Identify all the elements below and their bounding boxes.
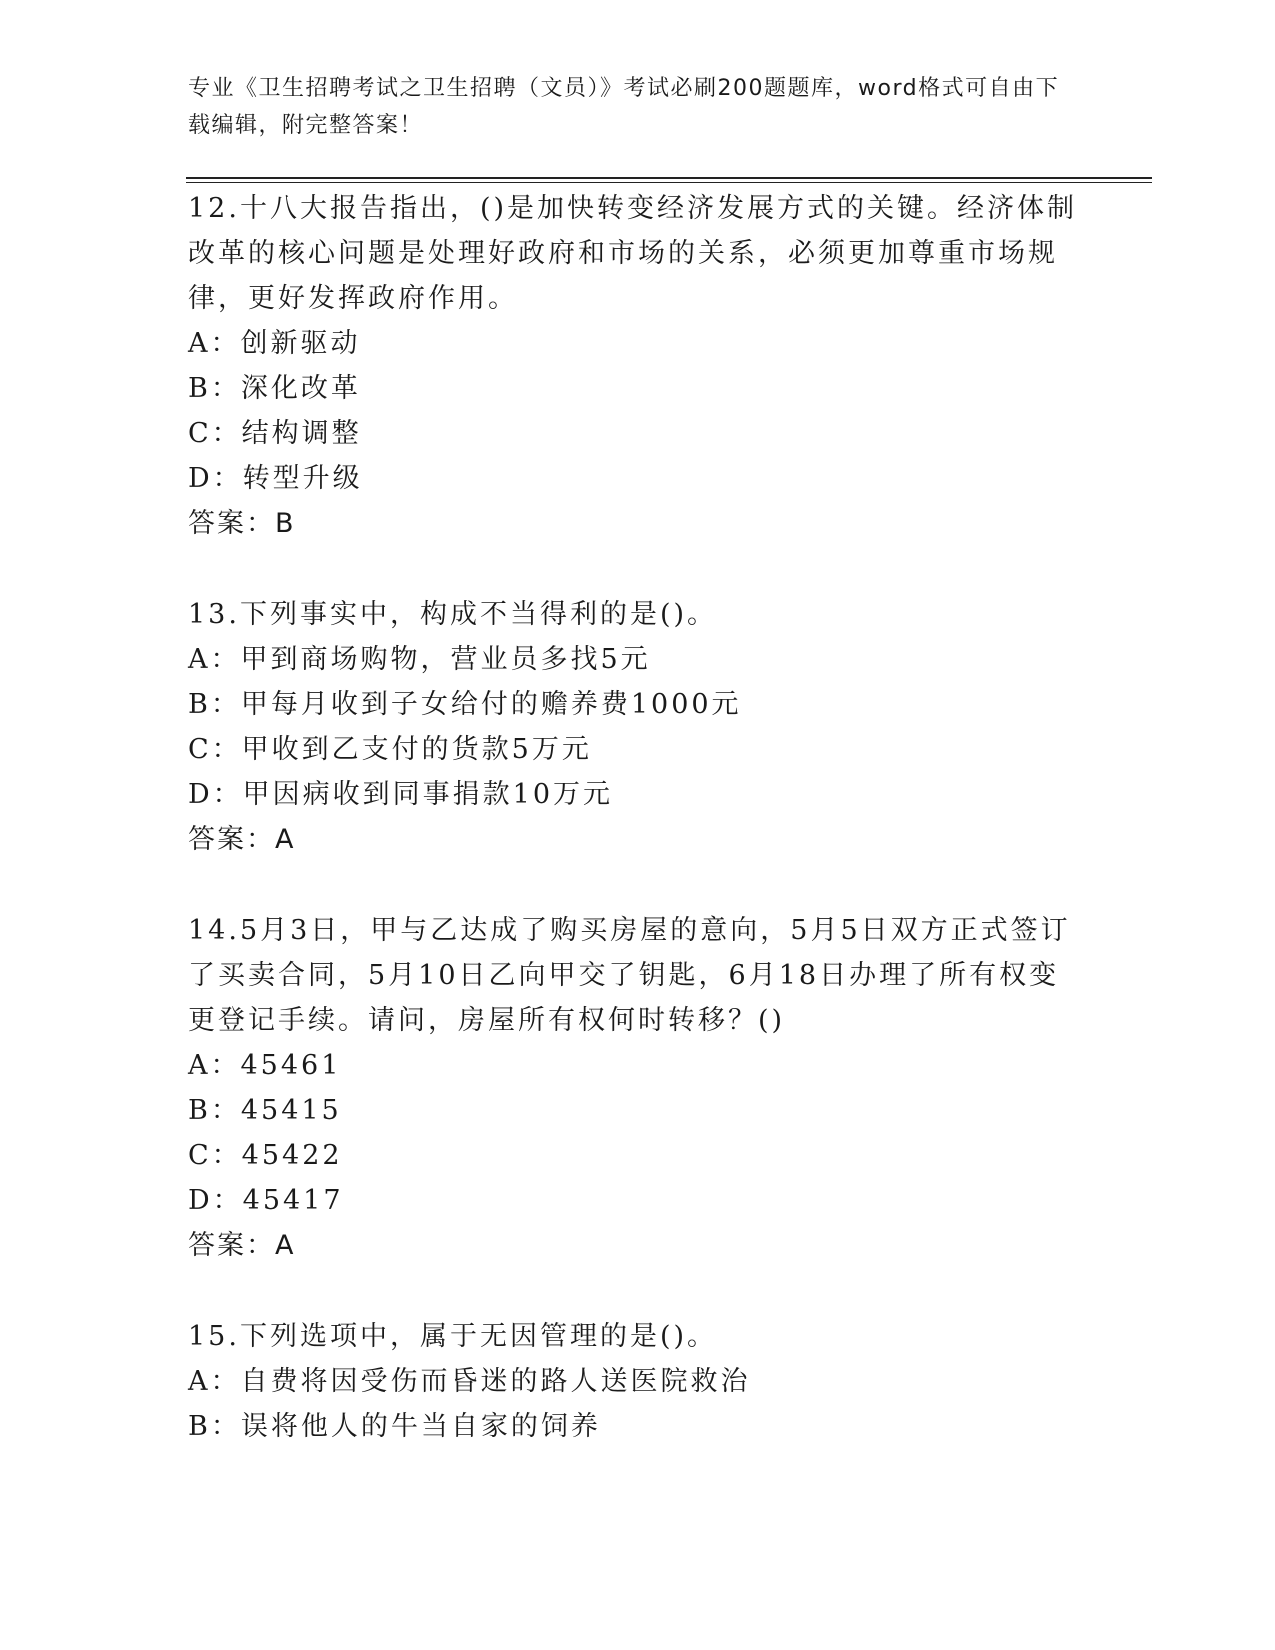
option-a: A：创新驱动 [188, 328, 361, 359]
document-header: 专业《卫生招聘考试之卫生招聘（文员）》考试必刷200题题库，word格式可自由下载编辑，附完整答案！ [188, 76, 1060, 138]
question-stem: 14.5月3日，甲与乙达成了购买房屋的意向，5月5日双方正式签订了买卖合同，5月10日乙向甲交了钥匙，6月18日办理了所有权变更登记手续。请问，房屋所有权何时转移？() [188, 915, 1071, 1036]
option-c: C：45422 [188, 1140, 343, 1171]
option-d: D：甲因病收到同事捐款10万元 [188, 779, 614, 810]
option-a: A：甲到商场购物，营业员多找5元 [188, 644, 651, 675]
option-c: C：结构调整 [188, 418, 362, 449]
option-c: C：甲收到乙支付的货款5万元 [188, 734, 592, 765]
question-12 [188, 186, 1088, 546]
answer: 答案：B [188, 508, 296, 539]
question-stem: 12.十八大报告指出，()是加快转变经济发展方式的关键。经济体制改革的核心问题是处理好政府和市场的关系，必须更加尊重市场规律，更好发挥政府作用。 [188, 193, 1078, 314]
question-list [188, 186, 1088, 1495]
header-rule-thick [186, 177, 1152, 179]
question-stem: 13.下列事实中，构成不当得利的是()。 [188, 599, 718, 630]
question-15 [188, 1314, 1088, 1449]
question-13 [188, 592, 1088, 862]
option-a: A：自费将因受伤而昏迷的路人送医院救治 [188, 1366, 751, 1397]
header-rule-thin [186, 182, 1152, 183]
answer: 答案：A [188, 824, 296, 855]
question-stem: 15.下列选项中，属于无因管理的是()。 [188, 1321, 718, 1352]
question-14 [188, 908, 1088, 1268]
option-b: B：误将他人的牛当自家的饲养 [188, 1411, 601, 1442]
option-d: D：45417 [188, 1185, 344, 1216]
option-b: B：45415 [188, 1095, 342, 1126]
answer: 答案：A [188, 1230, 296, 1261]
option-d: D：转型升级 [188, 463, 363, 494]
option-b: B：深化改革 [188, 373, 361, 404]
option-b: B：甲每月收到子女给付的赡养费1000元 [188, 689, 742, 720]
option-a: A：45461 [188, 1050, 342, 1081]
